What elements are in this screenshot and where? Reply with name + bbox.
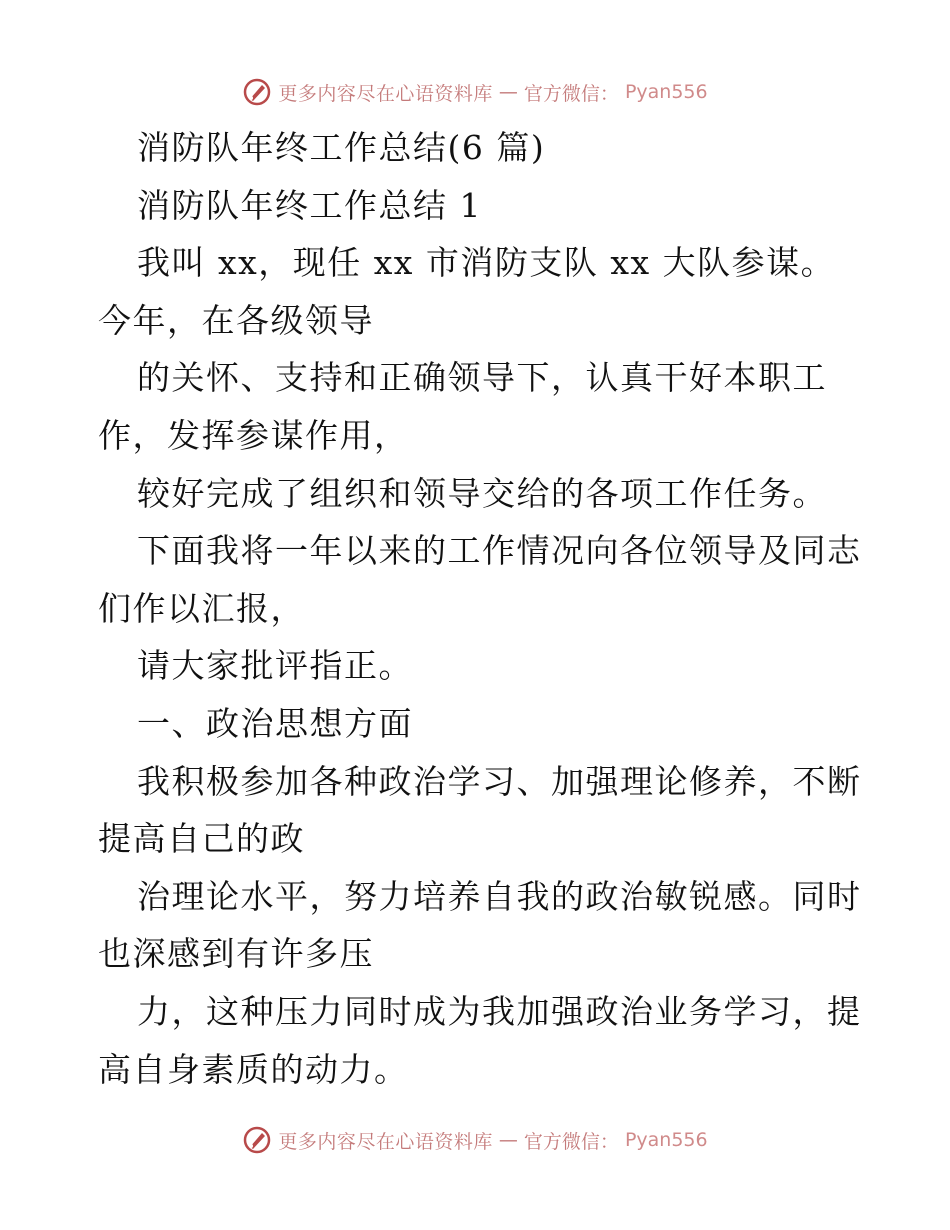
text-line: 较好完成了组织和领导交给的各项工作任务。 — [137, 473, 827, 513]
text-line: 治理论水平，努力培养自我的政治敏锐感。同时 — [137, 876, 862, 916]
watermark-sub-text: 官方微信： — [523, 1130, 619, 1153]
watermark-separator: — — [498, 81, 518, 103]
text-line: 消防队年终工作总结 1 — [137, 185, 482, 225]
text-line: 今年，在各级领导 — [98, 300, 374, 340]
text-line: 力，这种压力同时成为我加强政治业务学习，提 — [137, 991, 862, 1031]
watermark-separator: — — [498, 1129, 518, 1151]
text-line: 也深感到有许多压 — [98, 934, 374, 974]
watermark-main-text: 更多内容尽在心语资料库 — [278, 82, 493, 105]
text-line: 作，发挥参谋作用， — [98, 415, 409, 455]
text-line: 请大家批评指正。 — [137, 646, 413, 686]
text-line: 我积极参加各种政治学习、加强理论修养，不断 — [137, 761, 862, 801]
pen-logo-icon — [242, 1125, 272, 1155]
watermark-account: Pyan556 — [624, 81, 708, 103]
header-watermark — [0, 72, 950, 112]
watermark-sub-text: 官方微信： — [523, 82, 619, 105]
text-line: 提高自己的政 — [98, 819, 305, 859]
document-body — [98, 119, 862, 1098]
watermark-account: Pyan556 — [624, 1129, 708, 1151]
footer-watermark — [0, 1120, 950, 1160]
text-line: 高自身素质的动力。 — [98, 1049, 409, 1089]
text-line: 我叫 xx，现任 xx 市消防支队 xx 大队参谋。 — [137, 243, 836, 283]
text-line: 消防队年终工作总结(6 篇) — [137, 128, 546, 167]
text-line: 下面我将一年以来的工作情况向各位领导及同志 — [137, 531, 862, 571]
text-line: 的关怀、支持和正确领导下，认真干好本职工 — [137, 358, 827, 398]
pen-logo-icon — [242, 77, 272, 107]
watermark-main-text: 更多内容尽在心语资料库 — [278, 1130, 493, 1153]
text-line: 们作以汇报， — [98, 588, 305, 628]
text-line: 一、政治思想方面 — [137, 703, 413, 743]
